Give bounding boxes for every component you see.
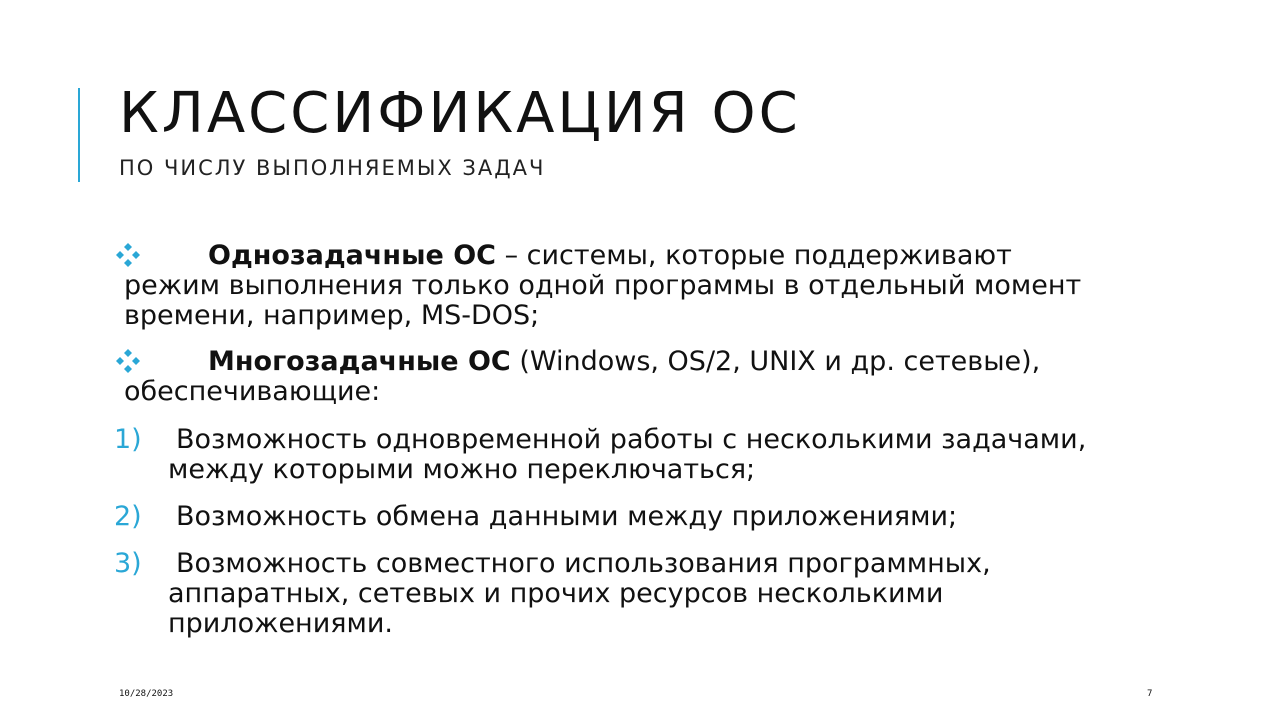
bullet-2-text: (Windows, OS/2, UNIX и др. сетевые), — [510, 346, 1041, 377]
bullet-2-line-1 — [208, 348, 1040, 375]
bullet-1-text: – системы, которые поддерживают — [495, 240, 1012, 271]
numbered-item-1-line-1: Возможность одновременной работы с несколькими задачами, — [176, 424, 1087, 455]
numbered-item-3-line-1: Возможность совместного использования программных, — [176, 548, 991, 579]
bullet-2-line-2: обеспечивающие: — [124, 376, 381, 407]
footer-page-number: 7 — [1147, 689, 1153, 699]
slide-subtitle: ПО ЧИСЛУ ВЫПОЛНЯЕМЫХ ЗАДАЧ — [119, 156, 546, 180]
bullet-1-line-2: режим выполнения только одной программы в отдельный момент — [124, 270, 1082, 301]
numbered-item-1-number: 1) — [114, 424, 142, 455]
diamond-four-icon — [114, 347, 142, 375]
numbered-item-2-line-1: Возможность обмена данными между приложениями; — [176, 501, 958, 532]
numbered-item-2-number: 2) — [114, 501, 142, 532]
numbered-item-3-number: 3) — [114, 548, 142, 579]
numbered-item-3-line-3: приложениями. — [168, 608, 393, 639]
bullet-1-line-1 — [208, 242, 1012, 269]
slide-title: КЛАССИФИКАЦИЯ ОС — [119, 81, 801, 146]
footer-date: 10/28/2023 — [119, 689, 174, 699]
diamond-four-icon — [114, 241, 142, 269]
bullet-1-term: Однозадачные ОС — [208, 240, 496, 271]
numbered-item-1-line-2: между которыми можно переключаться; — [168, 454, 756, 485]
bullet-1-line-3: времени, например, MS-DOS; — [124, 300, 540, 331]
numbered-item-3-line-2: аппаратных, сетевых и прочих ресурсов несколькими — [168, 578, 944, 609]
bullet-2-term: Многозадачные ОС — [208, 346, 511, 377]
